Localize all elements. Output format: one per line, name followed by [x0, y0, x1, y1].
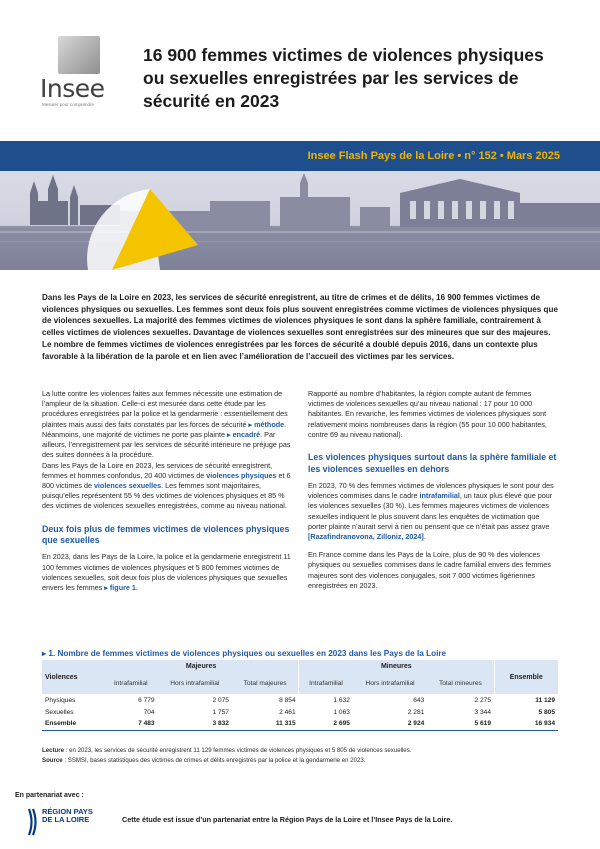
left-column: [42, 389, 292, 593]
table-cell: 3 832: [158, 718, 232, 730]
right-column: [308, 389, 558, 591]
lecture-note: Lecture : en 2023, les services de sécurité enregistrent 11 129 femmes victimes de violences physiques et 5 805 de violences sexuelles.: [42, 747, 412, 754]
subcol-header: Total mineures: [427, 672, 494, 694]
table-cell: 2 281: [407, 708, 425, 716]
subcol-header: Total majeures: [232, 672, 299, 694]
left-paragraph-1: La lutte contre les violences faites aux femmes nécessite une estimation de l’ampleur de la situation. Celle-ci est mesurée dans cette étude par les procédures enregistrées par la police et la gendarmerie : essentiellement des plaintes mais aussi des faits constatés par les forces de sécurité ▸ méthode. Néanmoins, une majorité de victimes ne porte pas plainte ▸ encadré. Par ailleurs, l’enregistrement par les services de sécurité intérieure ne préjuge pas des suites données à la procédure.: [42, 389, 291, 460]
table-row: [42, 706, 558, 718]
publication-line: Insee Flash Pays de la Loire • n° 152 • Mars 2025: [307, 150, 560, 162]
row-label: Sexuelles: [45, 708, 74, 716]
methode-link[interactable]: ▸ méthode: [248, 419, 285, 429]
partner-text: Cette étude est issue d’un partenariat entre la Région Pays de la Loire et l’Insee Pays de la Loire.: [122, 815, 453, 824]
table-cell: 1 063: [333, 708, 350, 716]
insee-wordmark: Insee: [40, 74, 105, 103]
table-cell: 2 924: [353, 718, 427, 730]
reference-link[interactable]: [Razafindranovona, Zilloniz, 2024]: [308, 532, 424, 542]
table-cell: 2 461: [279, 708, 296, 716]
subcol-header: Hors intrafamilial: [158, 672, 232, 694]
group-header-majeures: Majeures: [104, 660, 299, 672]
intro-summary: Dans les Pays de la Loire en 2023, les services de sécurité enregistrent, au titre de crimes et de délits, 16 900 femmes victimes de violences physiques ou sexuelles. Les femmes sont deux fois plus souvent enregistrées comme victimes de violences physiques que de violences sexuelles. La majorité des femmes victimes de violences physiques le sont dans la sphère familiale, contrairement à celles victimes de violences sexuelles. Davantage de violences sexuelles sont enregistrées sur des mineures que sur des majeures. Le nombre de femmes victimes de violences enregistrées par les forces de sécurité a doublé depuis 2016, dans un contexte plus favorable à la libération de la parole et en lien avec l’amélioration de l’accueil des victimes par les services.: [42, 293, 558, 361]
figure-1-link[interactable]: ▸ figure 1: [104, 583, 136, 593]
insee-logo: [40, 36, 110, 106]
table-cell: 643: [413, 696, 425, 704]
intrafamilial-link[interactable]: intrafamilial: [419, 491, 460, 501]
table-cell: 7 483: [104, 718, 158, 730]
left-paragraph-2: Dans les Pays de la Loire en 2023, les services de sécurité enregistrent, femmes et hommes confondus, 20 400 victimes de violences physiques et 6 800 victimes de violences sexuelles. Les femmes sont majoritaires, puisqu’elles représentent 55 % des victimes de violences physiques et 85 % des victimes de violences sexuelles enregistrées, comme au niveau national.: [42, 460, 291, 511]
table-cell: 8 854: [279, 696, 296, 704]
table-cell: 2 275: [474, 696, 491, 704]
subcol-header: Intrafamilial: [104, 672, 158, 694]
subcol-header: Intrafamilial: [299, 672, 353, 694]
partner-label: En partenariat avec :: [15, 792, 84, 799]
figure-title: ▸ 1. Nombre de femmes victimes de violences physiques ou sexuelles en 2023 dans les Pays de la Loire: [42, 649, 447, 658]
figure-notes: [42, 746, 558, 766]
table-cell: 3 344: [474, 708, 491, 716]
region-logo-text: RÉGION PAYS DE LA LOIRE: [42, 807, 93, 824]
row-label: Ensemble: [42, 718, 104, 730]
table-cell-total: 5 805: [538, 708, 555, 716]
table-row-total: [42, 718, 558, 730]
header-photo: [0, 171, 600, 270]
row-label: Physiques: [45, 696, 76, 704]
table-cell: 1 632: [333, 696, 350, 704]
violences-sexuelles-link[interactable]: violences sexuelles: [93, 480, 162, 490]
table-cell: 1 757: [212, 708, 229, 716]
table-cell-total: 11 129: [535, 696, 555, 704]
region-logo-icon: [28, 808, 40, 836]
subcol-header: Hors intrafamilial: [353, 672, 427, 694]
table-cell: 2 695: [299, 718, 353, 730]
violences-physiques-link[interactable]: violences physiques: [206, 470, 277, 480]
insee-tagline: Mesurer pour comprendre: [42, 102, 95, 107]
table-cell: 704: [143, 708, 155, 716]
page-title: 16 900 femmes victimes de violences physiques ou sexuelles enregistrées par les services de sécurité en 2023: [143, 45, 544, 111]
source-note: Source : SSMSI, bases statistiques des victimes de crimes et délits enregistrés par la police et la gendarmerie en 2023.: [42, 756, 366, 764]
table-cell: 5 619: [427, 718, 494, 730]
table-row: [42, 694, 558, 706]
table-cell: 6 779: [138, 696, 155, 704]
right-paragraph-2: En 2023, 70 % des femmes victimes de violences physiques le sont pour des violences commises dans le cadre intrafamilial, un taux plus élevé que pour les violences sexuelles (30 %). Les femmes majeures victimes de violences sexuelles indiquent le plus souvent dans les enquêtes de victimation que porter plainte n’aurait servi à rien ou pensent que ce n’était pas assez grave [Razafindranovona, Zilloniz, 2024].: [308, 480, 554, 542]
right-paragraph-1: Rapporté au nombre d’habitantes, la région compte autant de femmes victimes de violences sexuelles qu’au niveau national : 17 pour 10 000 habitantes. En revanche, les femmes victimes de violences physiques sont relativement moins nombreuses dans la région (55 pour 10 000 habitantes, contre 69 au niveau national).: [308, 389, 547, 439]
group-header-mineures: Mineures: [299, 660, 494, 672]
col-header-ensemble: Ensemble: [494, 660, 558, 694]
right-paragraph-3: En France comme dans les Pays de la Loire, plus de 90 % des violences physiques ou sexuelles commises dans le cadre familial envers des femmes majeures sont des violences conjugales, soit 7 000 victimes ligériennes enregistrées en 2023.: [308, 550, 551, 590]
table-cell-total: 16 934: [494, 718, 558, 730]
insee-mark-icon: [58, 36, 100, 74]
table-cell: 2 075: [212, 696, 229, 704]
col-header-violences: Violences: [42, 660, 104, 694]
encadre-link[interactable]: ▸ encadré: [226, 429, 261, 439]
region-logo: [28, 806, 98, 842]
table-cell: 11 315: [232, 718, 299, 730]
figure-table: [42, 660, 558, 731]
left-paragraph-3: En 2023, dans les Pays de la Loire, la police et la gendarmerie enregistrent 11 100 femmes victimes de violences physiques et 5 800 femmes victimes de violences sexuelles, soit deux fois plus de violences physiques que sexuelles envers les femmes ▸ figure 1.: [42, 552, 291, 593]
right-section-heading: Les violences physiques surtout dans la sphère familiale et les violences sexuelles en dehors: [308, 452, 557, 474]
left-section-heading: Deux fois plus de femmes victimes de violences physiques que sexuelles: [42, 523, 290, 546]
